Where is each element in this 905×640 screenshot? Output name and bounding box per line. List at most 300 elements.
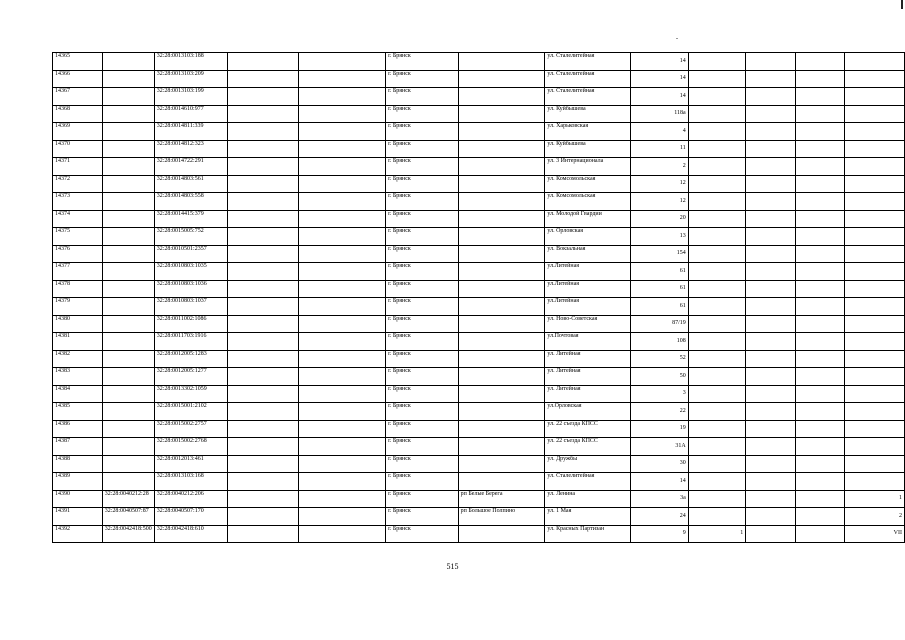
- cell-c12: [795, 350, 845, 368]
- cell-c10: [688, 315, 746, 333]
- scan-artifact: [676, 38, 678, 39]
- cell-locality: [458, 473, 545, 491]
- cell-house: 20: [631, 210, 689, 228]
- cell-c13: [845, 210, 905, 228]
- cell-city: г. Брянск: [386, 525, 459, 543]
- cell-c4: [227, 175, 298, 193]
- cell-street: ул. 3 Интернационала: [545, 158, 631, 176]
- cell-c11: [746, 175, 796, 193]
- cell-c10: [688, 438, 746, 456]
- cell-num1: [102, 140, 154, 158]
- cell-c11: [746, 525, 796, 543]
- cell-c4: [227, 525, 298, 543]
- table-row: [53, 193, 905, 211]
- cell-c11: [746, 490, 796, 508]
- cell-c10: [688, 508, 746, 526]
- cell-city: г. Брянск: [386, 455, 459, 473]
- cell-c5: [298, 123, 385, 141]
- cell-id: 14375: [53, 228, 103, 246]
- cell-c12: [795, 455, 845, 473]
- cell-c11: [746, 70, 796, 88]
- cell-locality: рп Белые Берега: [458, 490, 545, 508]
- cell-num1: [102, 105, 154, 123]
- cell-city: г. Брянск: [386, 140, 459, 158]
- table-row: [53, 403, 905, 421]
- cell-locality: [458, 105, 545, 123]
- cell-city: г. Брянск: [386, 158, 459, 176]
- cell-street: ул. Литейная: [545, 385, 631, 403]
- cell-c12: [795, 158, 845, 176]
- cell-c13: [845, 280, 905, 298]
- cell-c11: [746, 420, 796, 438]
- cell-c11: [746, 368, 796, 386]
- cell-c13: [845, 473, 905, 491]
- cell-c13: [845, 385, 905, 403]
- cell-c13: [845, 438, 905, 456]
- cell-city: г. Брянск: [386, 385, 459, 403]
- cell-city: г. Брянск: [386, 315, 459, 333]
- cell-c10: [688, 70, 746, 88]
- cell-id: 14384: [53, 385, 103, 403]
- cell-id: 14386: [53, 420, 103, 438]
- cell-c10: [688, 53, 746, 71]
- cell-num2: 32:28:0012013:461: [154, 455, 227, 473]
- cell-num1: [102, 350, 154, 368]
- cell-c4: [227, 473, 298, 491]
- cell-c11: [746, 53, 796, 71]
- cell-num1: [102, 70, 154, 88]
- cell-id: 14370: [53, 140, 103, 158]
- cell-num1: [102, 228, 154, 246]
- registry-sheet: [52, 52, 905, 543]
- cell-locality: [458, 438, 545, 456]
- cell-c4: [227, 70, 298, 88]
- cell-house: 11: [631, 140, 689, 158]
- cell-c11: [746, 245, 796, 263]
- cell-num2: 32:28:0010501:2357: [154, 245, 227, 263]
- table-row: [53, 70, 905, 88]
- cell-c5: [298, 140, 385, 158]
- cell-id: 14368: [53, 105, 103, 123]
- cell-c11: [746, 140, 796, 158]
- cell-id: 14365: [53, 53, 103, 71]
- table-row: [53, 245, 905, 263]
- cell-num1: 32:28:0042418:500: [102, 525, 154, 543]
- cell-c11: [746, 228, 796, 246]
- cell-street: ул. Молодой Гвардии: [545, 210, 631, 228]
- cell-house: 61: [631, 263, 689, 281]
- cell-locality: [458, 53, 545, 71]
- cell-num2: 32:28:0014722:291: [154, 158, 227, 176]
- cell-c12: [795, 88, 845, 106]
- cell-c4: [227, 403, 298, 421]
- cell-id: 14392: [53, 525, 103, 543]
- cell-c5: [298, 245, 385, 263]
- cell-c4: [227, 280, 298, 298]
- cell-c5: [298, 420, 385, 438]
- cell-num2: 32:28:0014610:977: [154, 105, 227, 123]
- cell-c4: [227, 140, 298, 158]
- cell-house: 118а: [631, 105, 689, 123]
- table-row: [53, 350, 905, 368]
- cell-city: г. Брянск: [386, 123, 459, 141]
- cell-c11: [746, 88, 796, 106]
- cell-c4: [227, 123, 298, 141]
- cell-c10: [688, 105, 746, 123]
- cell-c5: [298, 315, 385, 333]
- cell-locality: [458, 315, 545, 333]
- cell-c13: [845, 368, 905, 386]
- table-row: [53, 525, 905, 543]
- cell-city: г. Брянск: [386, 333, 459, 351]
- cell-street: ул. Ленина: [545, 490, 631, 508]
- cell-c5: [298, 228, 385, 246]
- cell-city: г. Брянск: [386, 193, 459, 211]
- cell-num1: [102, 210, 154, 228]
- cell-house: 61: [631, 298, 689, 316]
- cell-c12: [795, 140, 845, 158]
- scan-edge-mark: [901, 0, 903, 9]
- cell-c4: [227, 350, 298, 368]
- cell-c5: [298, 105, 385, 123]
- cell-id: 14369: [53, 123, 103, 141]
- table-row: [53, 158, 905, 176]
- cell-c4: [227, 245, 298, 263]
- cell-id: 14381: [53, 333, 103, 351]
- cell-id: 14387: [53, 438, 103, 456]
- cell-c5: [298, 175, 385, 193]
- cell-num2: 32:28:0015002:2757: [154, 420, 227, 438]
- cell-c11: [746, 105, 796, 123]
- cell-id: 14376: [53, 245, 103, 263]
- cell-num1: [102, 403, 154, 421]
- cell-street: ул. Куйбышева: [545, 140, 631, 158]
- cell-c11: [746, 438, 796, 456]
- cell-street: ул. Сталелитейная: [545, 473, 631, 491]
- cell-c5: [298, 193, 385, 211]
- cell-city: г. Брянск: [386, 473, 459, 491]
- cell-c11: [746, 473, 796, 491]
- cell-c5: [298, 455, 385, 473]
- cell-c12: [795, 245, 845, 263]
- cell-c5: [298, 210, 385, 228]
- table-row: [53, 438, 905, 456]
- cell-num2: 32:28:0040507:170: [154, 508, 227, 526]
- cell-c12: [795, 508, 845, 526]
- registry-table-body: [53, 53, 905, 543]
- cell-id: 14388: [53, 455, 103, 473]
- table-row: [53, 88, 905, 106]
- cell-c5: [298, 158, 385, 176]
- cell-c10: [688, 210, 746, 228]
- cell-id: 14371: [53, 158, 103, 176]
- cell-c10: [688, 245, 746, 263]
- cell-street: ул.Литейная: [545, 280, 631, 298]
- cell-c13: VII: [845, 525, 905, 543]
- cell-num2: 32:28:0013103:168: [154, 473, 227, 491]
- cell-house: 12: [631, 193, 689, 211]
- cell-street: ул. Комсомольская: [545, 193, 631, 211]
- cell-locality: [458, 455, 545, 473]
- cell-num1: [102, 88, 154, 106]
- cell-c10: [688, 490, 746, 508]
- cell-c10: [688, 473, 746, 491]
- cell-street: ул.Почтовая: [545, 333, 631, 351]
- cell-num1: [102, 315, 154, 333]
- cell-street: ул. 22 съезда КПСС: [545, 420, 631, 438]
- cell-city: г. Брянск: [386, 228, 459, 246]
- cell-id: 14385: [53, 403, 103, 421]
- cell-id: 14382: [53, 350, 103, 368]
- cell-c4: [227, 105, 298, 123]
- table-row: [53, 455, 905, 473]
- cell-street: ул. Вокзальная: [545, 245, 631, 263]
- cell-id: 14389: [53, 473, 103, 491]
- cell-house: 3: [631, 385, 689, 403]
- table-row: [53, 420, 905, 438]
- cell-c12: [795, 70, 845, 88]
- cell-c12: [795, 525, 845, 543]
- cell-c10: [688, 350, 746, 368]
- cell-c11: [746, 350, 796, 368]
- cell-c12: [795, 210, 845, 228]
- cell-c13: [845, 123, 905, 141]
- table-row: [53, 210, 905, 228]
- cell-c5: [298, 88, 385, 106]
- table-row: [53, 508, 905, 526]
- cell-num1: [102, 53, 154, 71]
- cell-id: 14379: [53, 298, 103, 316]
- cell-c5: [298, 333, 385, 351]
- cell-street: ул.Орловская: [545, 403, 631, 421]
- cell-locality: [458, 140, 545, 158]
- cell-house: 2: [631, 158, 689, 176]
- cell-house: 13: [631, 228, 689, 246]
- cell-id: 14366: [53, 70, 103, 88]
- cell-locality: рп Большое Полпино: [458, 508, 545, 526]
- cell-street: ул. 1 Мая: [545, 508, 631, 526]
- cell-c5: [298, 438, 385, 456]
- cell-city: г. Брянск: [386, 420, 459, 438]
- cell-c13: 2: [845, 508, 905, 526]
- cell-locality: [458, 368, 545, 386]
- cell-c5: [298, 70, 385, 88]
- cell-num2: 32:28:0014812:323: [154, 140, 227, 158]
- cell-num2: 32:28:0014811:339: [154, 123, 227, 141]
- cell-c12: [795, 438, 845, 456]
- cell-num2: 32:28:0013103:209: [154, 70, 227, 88]
- table-row: [53, 473, 905, 491]
- cell-c4: [227, 88, 298, 106]
- table-row: [53, 123, 905, 141]
- cell-c12: [795, 315, 845, 333]
- cell-c13: [845, 88, 905, 106]
- cell-house: 87/19: [631, 315, 689, 333]
- cell-c5: [298, 263, 385, 281]
- cell-c5: [298, 280, 385, 298]
- cell-c4: [227, 315, 298, 333]
- cell-c10: [688, 228, 746, 246]
- cell-c13: [845, 333, 905, 351]
- cell-num2: 32:28:0010803:1036: [154, 280, 227, 298]
- cell-c10: [688, 403, 746, 421]
- cell-c10: [688, 140, 746, 158]
- cell-c11: [746, 280, 796, 298]
- cell-c12: [795, 298, 845, 316]
- cell-house: 19: [631, 420, 689, 438]
- cell-city: г. Брянск: [386, 280, 459, 298]
- cell-c13: [845, 245, 905, 263]
- cell-city: г. Брянск: [386, 508, 459, 526]
- cell-c5: [298, 350, 385, 368]
- cell-house: 50: [631, 368, 689, 386]
- cell-c11: [746, 123, 796, 141]
- cell-c10: [688, 263, 746, 281]
- cell-num1: [102, 245, 154, 263]
- cell-c4: [227, 385, 298, 403]
- cell-house: 108: [631, 333, 689, 351]
- cell-c12: [795, 280, 845, 298]
- cell-c4: [227, 333, 298, 351]
- cell-city: г. Брянск: [386, 70, 459, 88]
- cell-locality: [458, 228, 545, 246]
- cell-c12: [795, 105, 845, 123]
- cell-num1: [102, 263, 154, 281]
- cell-c11: [746, 333, 796, 351]
- cell-num2: 32:28:0012005:1277: [154, 368, 227, 386]
- cell-id: 14380: [53, 315, 103, 333]
- cell-c13: [845, 350, 905, 368]
- cell-c12: [795, 53, 845, 71]
- table-row: [53, 53, 905, 71]
- cell-street: ул. Ново-Советская: [545, 315, 631, 333]
- cell-c12: [795, 175, 845, 193]
- cell-c4: [227, 263, 298, 281]
- cell-c11: [746, 263, 796, 281]
- cell-c10: [688, 420, 746, 438]
- cell-house: 24: [631, 508, 689, 526]
- cell-house: 14: [631, 70, 689, 88]
- cell-locality: [458, 245, 545, 263]
- cell-c4: [227, 490, 298, 508]
- cell-city: г. Брянск: [386, 403, 459, 421]
- cell-house: 12: [631, 175, 689, 193]
- cell-c12: [795, 420, 845, 438]
- table-row: [53, 385, 905, 403]
- cell-locality: [458, 70, 545, 88]
- cell-num1: [102, 158, 154, 176]
- cell-id: 14367: [53, 88, 103, 106]
- cell-num2: 32:28:0012005:1283: [154, 350, 227, 368]
- cell-city: г. Брянск: [386, 53, 459, 71]
- cell-num1: [102, 420, 154, 438]
- cell-c10: [688, 385, 746, 403]
- cell-c10: [688, 193, 746, 211]
- cell-locality: [458, 158, 545, 176]
- cell-city: г. Брянск: [386, 298, 459, 316]
- cell-street: ул. Литейная: [545, 350, 631, 368]
- cell-num1: [102, 385, 154, 403]
- cell-city: г. Брянск: [386, 490, 459, 508]
- cell-id: 14378: [53, 280, 103, 298]
- cell-city: г. Брянск: [386, 263, 459, 281]
- cell-c13: [845, 263, 905, 281]
- cell-c10: 1: [688, 525, 746, 543]
- cell-c11: [746, 210, 796, 228]
- cell-c13: [845, 403, 905, 421]
- cell-num2: 32:28:0013302:1059: [154, 385, 227, 403]
- cell-c13: [845, 315, 905, 333]
- cell-c10: [688, 123, 746, 141]
- cell-c4: [227, 193, 298, 211]
- cell-num2: 32:28:0015005:752: [154, 228, 227, 246]
- cell-num1: [102, 175, 154, 193]
- cell-street: ул. 22 съезда КПСС: [545, 438, 631, 456]
- cell-street: ул.Литейная: [545, 298, 631, 316]
- cell-c5: [298, 298, 385, 316]
- cell-city: г. Брянск: [386, 368, 459, 386]
- cell-num2: 32:28:0011002:1086: [154, 315, 227, 333]
- cell-locality: [458, 385, 545, 403]
- cell-c12: [795, 333, 845, 351]
- cell-house: 9: [631, 525, 689, 543]
- cell-c4: [227, 508, 298, 526]
- cell-c13: [845, 105, 905, 123]
- cell-c5: [298, 508, 385, 526]
- cell-c13: [845, 298, 905, 316]
- table-row: [53, 140, 905, 158]
- cell-c5: [298, 53, 385, 71]
- cell-locality: [458, 123, 545, 141]
- cell-num1: 32:28:0040507:87: [102, 508, 154, 526]
- cell-c13: [845, 228, 905, 246]
- cell-c12: [795, 228, 845, 246]
- table-row: [53, 315, 905, 333]
- cell-c12: [795, 403, 845, 421]
- cell-c12: [795, 385, 845, 403]
- cell-street: ул.Литейная: [545, 263, 631, 281]
- cell-c4: [227, 298, 298, 316]
- cell-c13: 1: [845, 490, 905, 508]
- cell-id: 14391: [53, 508, 103, 526]
- cell-num2: 32:28:0014415:379: [154, 210, 227, 228]
- cell-num2: 32:28:0042418:610: [154, 525, 227, 543]
- cell-num1: [102, 280, 154, 298]
- cell-locality: [458, 210, 545, 228]
- cell-c4: [227, 455, 298, 473]
- cell-house: 154: [631, 245, 689, 263]
- cell-street: ул. Харьковская: [545, 123, 631, 141]
- cell-c5: [298, 368, 385, 386]
- cell-street: ул. Сталелитейная: [545, 53, 631, 71]
- cell-num1: [102, 193, 154, 211]
- cell-c13: [845, 53, 905, 71]
- cell-c11: [746, 298, 796, 316]
- cell-num2: 32:28:0014803:561: [154, 175, 227, 193]
- cell-street: ул. Литейная: [545, 368, 631, 386]
- cell-house: 22: [631, 403, 689, 421]
- cell-c4: [227, 228, 298, 246]
- cell-id: 14374: [53, 210, 103, 228]
- cell-num1: [102, 473, 154, 491]
- cell-c4: [227, 158, 298, 176]
- cell-num1: [102, 123, 154, 141]
- cell-num2: 32:28:0013103:199: [154, 88, 227, 106]
- cell-city: г. Брянск: [386, 350, 459, 368]
- page-number: 515: [446, 562, 459, 571]
- cell-c11: [746, 508, 796, 526]
- table-row: [53, 490, 905, 508]
